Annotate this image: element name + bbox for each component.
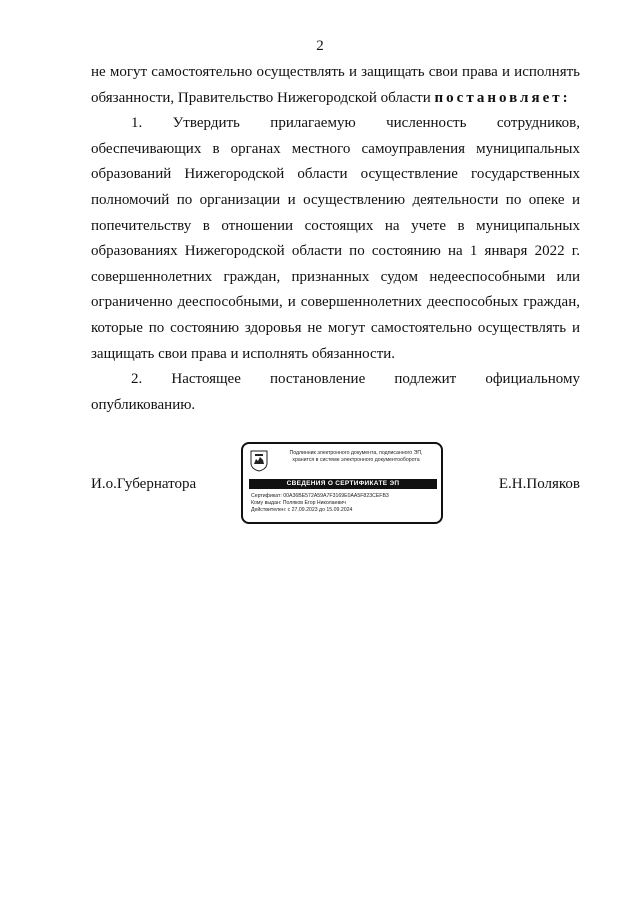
certificate-number: Сертификат: 00A36BE572A59A7F3169E0AA5F823CEFB3: [251, 493, 389, 499]
certificate-details: [251, 493, 441, 514]
paragraph-intro: [91, 60, 580, 111]
paragraph-item-2: 2. Настоящее постановление подлежит официальному опубликованию.: [91, 371, 580, 413]
signatory-name: Е.Н.Поляков: [498, 476, 580, 492]
certificate-info-bar: СВЕДЕНИЯ О СЕРТИФИКАТЕ ЭП: [249, 479, 437, 489]
paragraph-item-1: 1. Утвердить прилагаемую численность сотрудников, обеспечивающих в органах местного самоуправления муниципальных образований Нижегородской области осуществление государственных полномочий по организации и осуществлению деятельности по опеке и попечительству в отношении состоящих на учете в муниципальных образованиях Нижегородской области по состоянию на 1 января 2022 г. совершеннолетних граждан, признанных судом недееспособными или ограниченно дееспособными, и совершеннолетних дееспособных граждан, которые по состоянию здоровья не могут самостоятельно осуществлять и защищать свои права и исполнять обязанности.: [91, 115, 580, 362]
certificate-owner: Кому выдан: Поляков Егор Николаевич: [251, 500, 346, 506]
certificate-validity: Действителен: с 27.09.2023 до 15.09.2024: [251, 507, 353, 513]
page-number: 2: [316, 38, 324, 54]
paragraph-intro-text: не могут самостоятельно осуществлять и защищать свои права и исполнять обязанности, Правительство Нижегородской области: [91, 64, 580, 106]
signatory-title: И.о.Губернатора: [91, 476, 197, 492]
document-body: [91, 60, 580, 418]
coat-of-arms-icon: [250, 450, 268, 472]
stamp-header-line: Подлинник электронного документа, подписанного ЭП,: [289, 450, 423, 456]
resolution-keyword: постановляет:: [434, 89, 571, 106]
stamp-header: [273, 450, 439, 464]
stamp-header-line: хранится в системе электронного документооборота: [292, 457, 420, 463]
signature-block: [91, 442, 580, 528]
e-signature-stamp: [241, 442, 443, 524]
